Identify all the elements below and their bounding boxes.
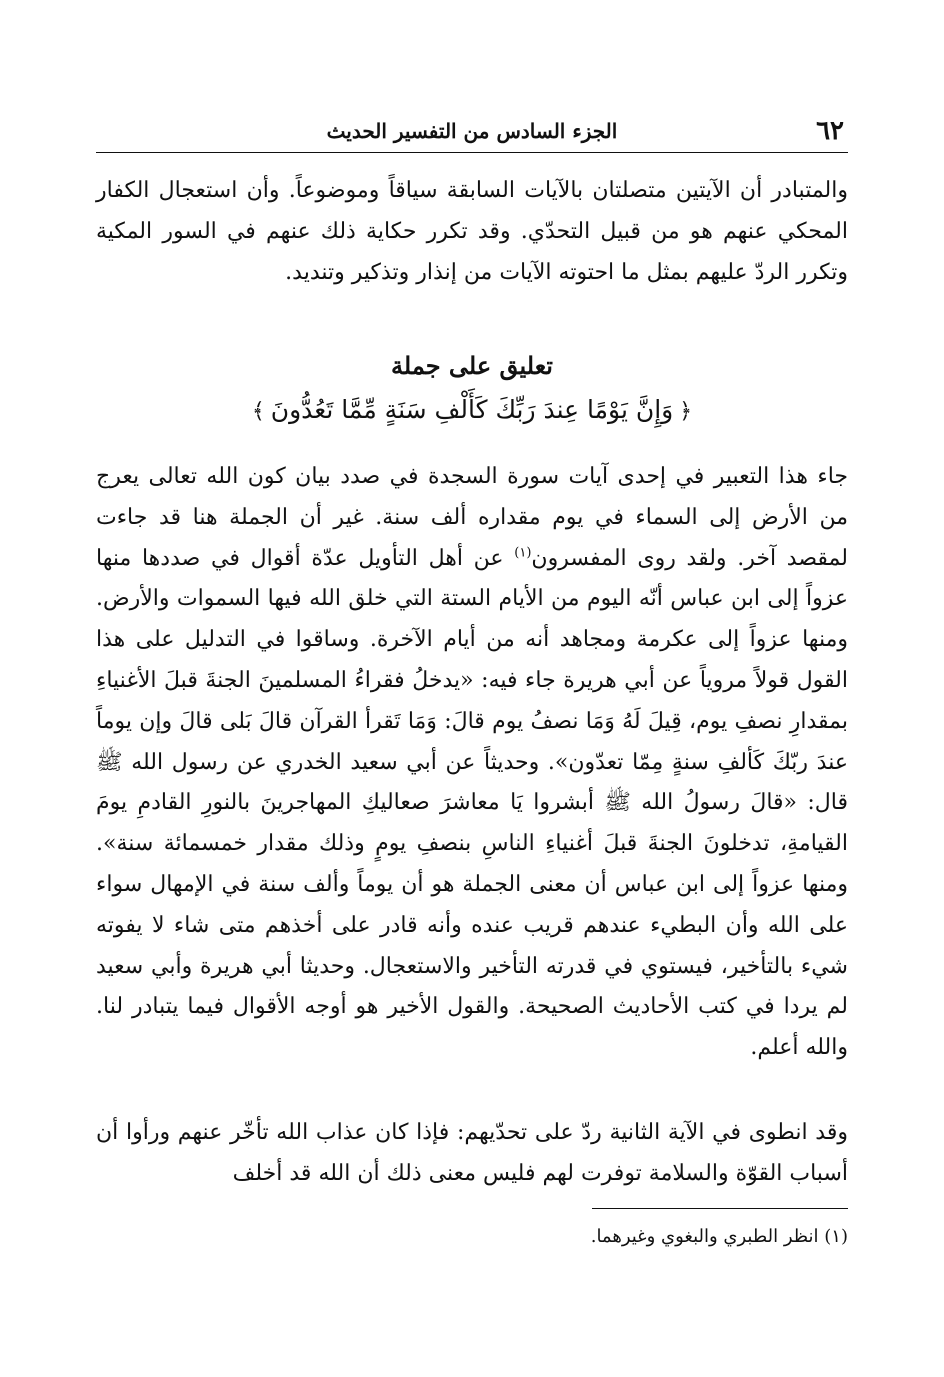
verse-open-bracket: ﴿ <box>679 399 693 424</box>
paragraph-commentary <box>96 457 848 1069</box>
paragraph-reply: وقد انطوى في الآية الثانية ردّ على تحدّيهم: فإذا كان عذاب الله تأخّر عنهم ورأوا أن أسباب القوّة والسلامة توفرت لهم فليس معنى ذلك أن الله قد أخلف <box>96 1120 848 1186</box>
header-title: الجزء السادس من التفسير الحديث <box>326 119 618 143</box>
paragraph-commentary-part1: جاء هذا التعبير في إحدى آيات سورة السجدة في صدد بيان كون الله تعالى يعرج من الأرض إلى السماء في يوم مقداره ألف سنة. غير أن الجملة هنا قد جاءت لمقصد آخر. ولقد روى المفسرون <box>96 464 848 571</box>
verse-close-bracket: ﴾ <box>251 399 265 424</box>
quranic-verse <box>96 390 848 432</box>
footnote-reference[interactable]: (١) <box>514 545 532 561</box>
footnote: (١) انظر الطبري والبغوي وغيرهما. <box>590 1226 848 1247</box>
paragraph-commentary-part2: عن أهل التأويل عدّة أقوال في صددها منها عزواً إلى ابن عباس أنّه اليوم من الأيام الستة التي خلق الله فيها السموات والأرض. ومنها عزواً إلى عكرمة ومجاهد أنه من أيام الآخرة. وساقوا في التدليل على هذا القول قولاً مروياً عن أبي هريرة جاء فيه: «يدخلُ فقراءُ المسلمينَ الجنةَ قبلَ الأغنياءِ بمقدارِ نصفِ يوم، قِيلَ لَهُ وَمَا نصفُ يوم قالَ: وَمَا تَقرأ القرآن قالَ بَلى قالَ وإن يوماً عندَ ربّكَ كَألفِ سنةٍ مِمّا تعدّون». وحديثاً عن أبي سعيد الخدري عن رسول الله ﷺ قال: «قالَ رسولُ الله ﷺ أبشروا يَا معاشرَ صعاليكِ المهاجرينَ بالنورِ القادمِ يومَ القيامةِ، تدخلونَ الجنةَ قبلَ أغنياءِ الناسِ بنصفِ يومٍ وذلك مقدار خمسمائة سنة». ومنها عزواً إلى ابن عباس أن معنى الجملة هو أن يوماً وألف سنة في الإمهال سواء على الله وأن البطيء عندهم قريب عنده وأنه قادر على أخذهم متى شاء لا يفوته شيء بالتأخير، فيستوي في قدرته التأخير والاستعجال. وحديثا أبي هريرة وأبي سعيد لم يردا في كتب الأحاديث الصحيحة. والقول الأخير هو أوجه الأقوال فيما يتبادر لنا. والله أعلم. <box>96 545 849 1061</box>
header-divider <box>96 152 848 153</box>
page-number: ٦٢ <box>816 116 844 146</box>
running-header <box>96 112 848 148</box>
paragraph-intro: والمتبادر أن الآيتين متصلتان بالآيات السابقة سياقاً وموضوعاً. وأن استعجال الكفار المحكي عنهم هو من قبيل التحدّي. وقد تكرر حكاية ذلك عنهم في السور المكية وتكرر الردّ عليهم بمثل ما احتوته الآيات من إنذار وتذكير وتنديد. <box>96 178 848 285</box>
section-heading: تعليق على جملة <box>391 351 553 380</box>
footnote-divider <box>592 1208 848 1209</box>
verse-text: وَإِنَّ يَوْمًا عِندَ رَبِّكَ كَأَلْفِ سَنَةٍ مِّمَّا تَعُدُّونَ <box>270 395 674 424</box>
